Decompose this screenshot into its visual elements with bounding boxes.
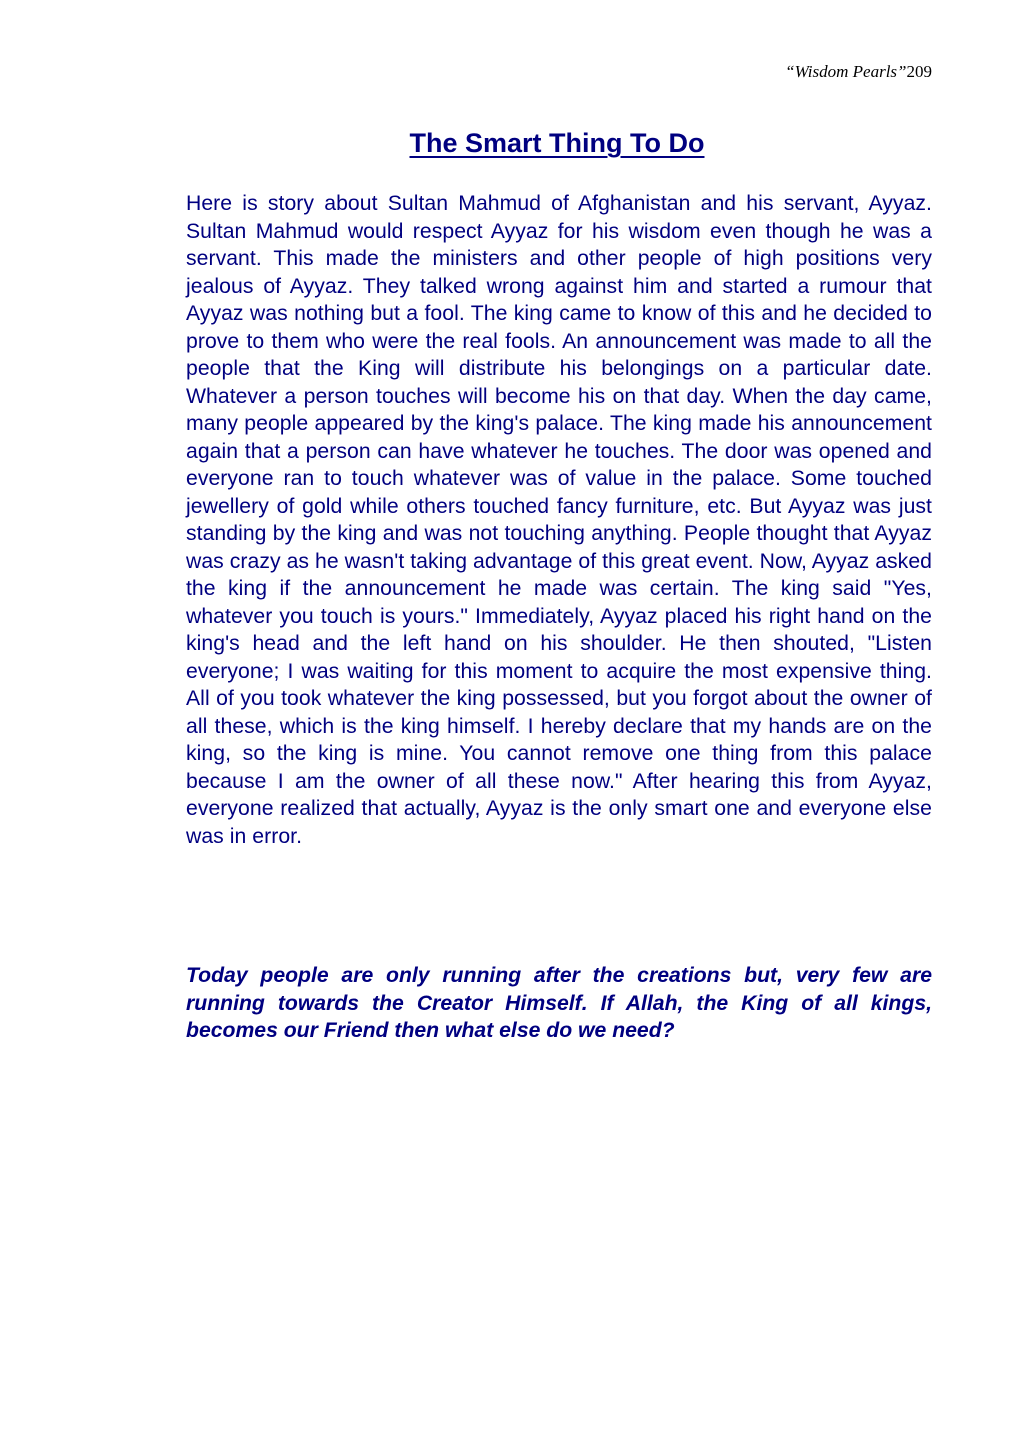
running-header: [785, 62, 932, 82]
story-moral: Today people are only running after the creations but, very few are running towards the Creator Himself. If Allah, the King of all kings, becomes our Friend then what else do we need?: [186, 964, 932, 1042]
book-title: “Wisdom Pearls”: [785, 62, 907, 81]
story-body: Here is story about Sultan Mahmud of Afghanistan and his servant, Ayyaz. Sultan Mahmud would respect Ayyaz for his wisdom even though he was a servant. This made the ministers and other people of high positions very jealous of Ayyaz. They talked wrong against him and started a rumour that Ayyaz was nothing but a fool. The king came to know of this and he decided to prove to them who were the real fools. An announcement was made to all the people that the King will distribute his belongings on a particular date. Whatever a person touches will become his on that day. When the day came, many people appeared by the king's palace. The king made his announcement again that a person can have whatever he touches. The door was opened and everyone ran to touch whatever was of value in the palace. Some touched jewellery of gold while others touched fancy furniture, etc. But Ayyaz was just standing by the king and was not touching anything. People thought that Ayyaz was crazy as he wasn't taking advantage of this great event. Now, Ayyaz asked the king if the announcement he made was certain. The king said "Yes, whatever you touch is yours." Immediately, Ayyaz placed his right hand on the king's head and the left hand on his shoulder. He then shouted, "Listen everyone; I was waiting for this moment to acquire the most expensive thing. All of you took whatever the king possessed, but you forgot about the owner of all these, which is the king himself. I hereby declare that my hands are on the king, so the king is mine. You cannot remove one thing from this palace because I am the owner of all these now." After hearing this from Ayyaz, everyone realized that actually, Ayyaz is the only smart one and everyone else was in error.: [186, 192, 932, 848]
page-number: 209: [906, 62, 932, 81]
story-title: The Smart Thing To Do: [409, 128, 705, 158]
